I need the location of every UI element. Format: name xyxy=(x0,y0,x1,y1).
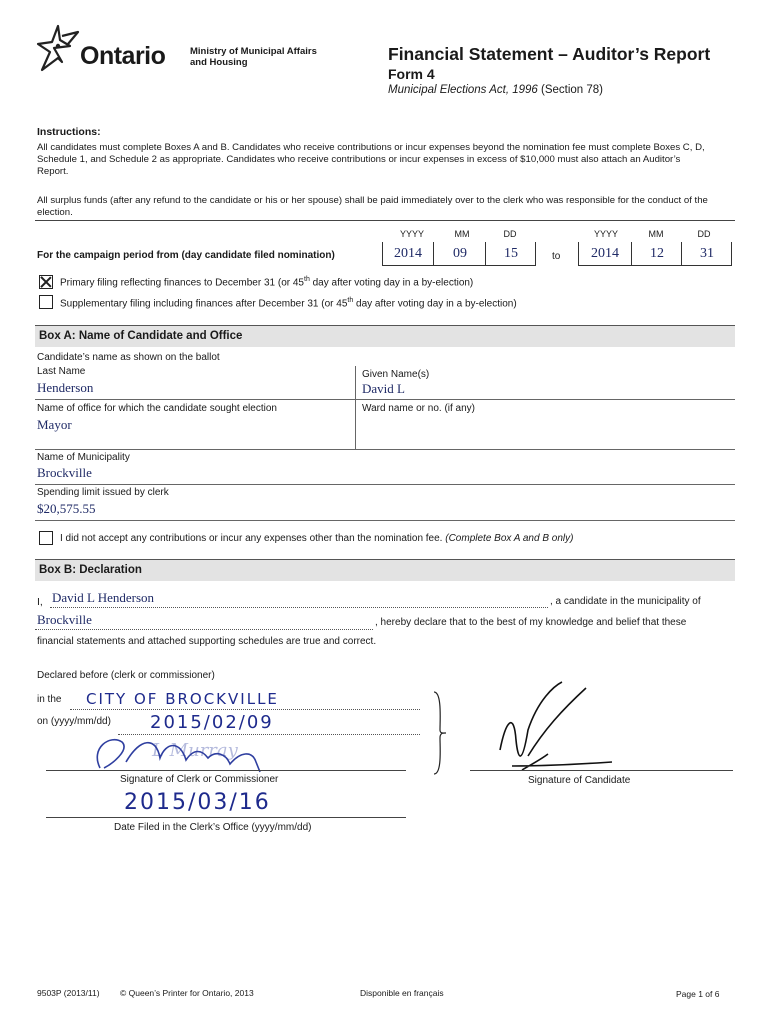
from-mm-header: MM xyxy=(454,229,470,239)
box-b-title: Box B: Declaration xyxy=(35,559,735,581)
supplementary-filing-ordinal: th xyxy=(347,297,354,304)
to-mm-value: 12 xyxy=(650,246,664,261)
true-and-correct-text: financial statements and attached supporting schedules are true and correct. xyxy=(37,636,377,647)
in-the-label: in the xyxy=(37,694,62,705)
instructions-heading: Instructions: xyxy=(37,126,101,138)
to-yyyy-header: YYYY xyxy=(593,229,618,239)
ministry-line-2: and Housing xyxy=(190,57,248,68)
form-number: Form 4 xyxy=(388,66,435,82)
municipality-row-rule xyxy=(35,484,735,485)
clerk-signature-label: Signature of Clerk or Commissioner xyxy=(120,774,279,785)
act-section: (Section 78) xyxy=(541,84,604,96)
ministry-name xyxy=(190,46,317,68)
to-yyyy-value: 2014 xyxy=(591,246,619,261)
on-date-label: on (yyyy/mm/dd) xyxy=(37,716,111,727)
candidate-signature-line xyxy=(470,770,733,771)
spending-limit-label: Spending limit issued by clerk xyxy=(37,487,169,498)
spending-limit-value[interactable]: $20,575.55 xyxy=(37,501,96,516)
filed-date-value[interactable]: 2015/03/16 xyxy=(124,790,271,815)
supplementary-filing-text-end: day after voting day in a by-election) xyxy=(353,298,517,310)
office-row-rule xyxy=(35,449,735,450)
on-date-value[interactable]: 2015/02/09 xyxy=(150,712,274,733)
candidate-signature-label: Signature of Candidate xyxy=(528,775,631,786)
limit-row-rule xyxy=(35,520,735,521)
to-mm-header: MM xyxy=(648,229,664,239)
candidate-signature xyxy=(492,680,632,780)
act-name: Municipal Elections Act, 1996 xyxy=(388,84,538,96)
ballot-name-label: Candidate’s name as shown on the ballot xyxy=(37,352,220,363)
ontario-logo xyxy=(32,22,182,74)
no-contributions-label xyxy=(60,533,573,544)
declarant-name-value[interactable]: David L Henderson xyxy=(52,590,155,605)
french-availability: Disponible en français xyxy=(360,988,444,998)
candidate-in-municipality-text: , a candidate in the municipality of xyxy=(550,596,701,607)
declaration-i: I, xyxy=(37,596,43,608)
campaign-period-label: For the campaign period from (day candidate filed nomination) xyxy=(37,250,335,261)
office-value[interactable]: Mayor xyxy=(37,417,72,432)
ministry-line-1: Ministry of Municipal Affairs xyxy=(190,46,317,57)
hereby-declare-text: , hereby declare that to the best of my knowledge and belief that these xyxy=(375,617,687,628)
box-a-title: Box A: Name of Candidate and Office xyxy=(35,325,735,347)
act-reference xyxy=(388,84,603,96)
clerk-signature-value: L Murray xyxy=(152,740,238,761)
no-contributions-note: (Complete Box A and B only) xyxy=(445,533,574,544)
given-name-value[interactable]: David L xyxy=(362,381,405,396)
in-the-value[interactable]: CITY OF BROCKVILLE xyxy=(86,690,279,708)
declaration-brace xyxy=(432,690,448,776)
primary-filing-ordinal: th xyxy=(304,276,310,283)
primary-filing-text-start: Primary filing reflecting finances to December 31 (or 45 xyxy=(60,277,304,289)
name-row-rule xyxy=(35,399,735,400)
copyright: © Queen’s Printer for Ontario, 2013 xyxy=(120,988,254,998)
to-dd-header: DD xyxy=(697,229,711,239)
clerk-signature-line xyxy=(46,770,406,771)
trillium-icon xyxy=(32,22,84,74)
box-a-column-divider xyxy=(355,366,356,450)
from-dd-header: DD xyxy=(503,229,517,239)
from-mm-value: 09 xyxy=(453,246,467,261)
given-name-label: Given Name(s) xyxy=(362,369,430,380)
primary-filing-label xyxy=(60,276,473,288)
filed-date-line xyxy=(46,817,406,818)
page-number: Page 1 of 6 xyxy=(676,989,720,999)
ward-label: Ward name or no. (if any) xyxy=(362,403,476,414)
instructions-divider xyxy=(35,220,735,221)
supplementary-filing-label xyxy=(60,297,517,309)
filed-date-label: Date Filed in the Clerk’s Office (yyyy/mm/dd) xyxy=(114,822,312,833)
instructions-paragraph-2: All surplus funds (after any refund to the candidate or his or her spouse) shall be paid immediately over to the clerk who was responsible for the conduct of the election. xyxy=(37,195,708,218)
in-the-line xyxy=(70,709,420,710)
last-name-value[interactable]: Henderson xyxy=(37,380,94,395)
period-to-label: to xyxy=(552,251,561,262)
no-contributions-text: I did not accept any contributions or incur any expenses other than the nomination fee. xyxy=(60,533,443,544)
no-contributions-checkbox[interactable] xyxy=(39,531,53,545)
primary-filing-text-end: day after voting day in a by-election) xyxy=(309,277,474,289)
logo-wordmark: Ontario xyxy=(80,42,166,70)
from-yyyy-value: 2014 xyxy=(394,246,422,261)
office-label: Name of office for which the candidate sought election xyxy=(37,403,277,414)
to-dd-value: 31 xyxy=(700,246,714,261)
municipality-label: Name of Municipality xyxy=(37,452,130,463)
form-title: Financial Statement – Auditor’s Report xyxy=(388,44,711,64)
municipality-value[interactable]: Brockville xyxy=(37,465,92,480)
primary-filing-checkbox[interactable] xyxy=(39,275,53,289)
clerk-signature xyxy=(60,728,320,776)
from-dd-value: 15 xyxy=(504,246,518,261)
candidate-signature-scribble-icon xyxy=(492,680,632,780)
declaration-municipality-value[interactable]: Brockville xyxy=(37,612,92,627)
declarant-name-line xyxy=(50,607,548,608)
last-name-label: Last Name xyxy=(37,366,86,377)
instructions-paragraph-1: All candidates must complete Boxes A and B. Candidates who receive contributions or incur expenses beyond the nomination fee must complete Boxes C, D, Schedule 1, and Schedule 2 as appropriate. Candidates who receive contributions or incur expenses in excess of $10,000 must also attach an Auditor’s Report. xyxy=(37,142,705,177)
declared-before-label: Declared before (clerk or commissioner) xyxy=(37,670,215,681)
brace-icon xyxy=(432,690,448,776)
supplementary-filing-checkbox[interactable] xyxy=(39,295,53,309)
declaration-municipality-line xyxy=(35,629,373,630)
supplementary-filing-text-start: Supplementary filing including finances after December 31 (or 45 xyxy=(60,298,348,310)
from-yyyy-header: YYYY xyxy=(399,229,424,239)
form-code: 9503P (2013/11) xyxy=(37,988,100,998)
